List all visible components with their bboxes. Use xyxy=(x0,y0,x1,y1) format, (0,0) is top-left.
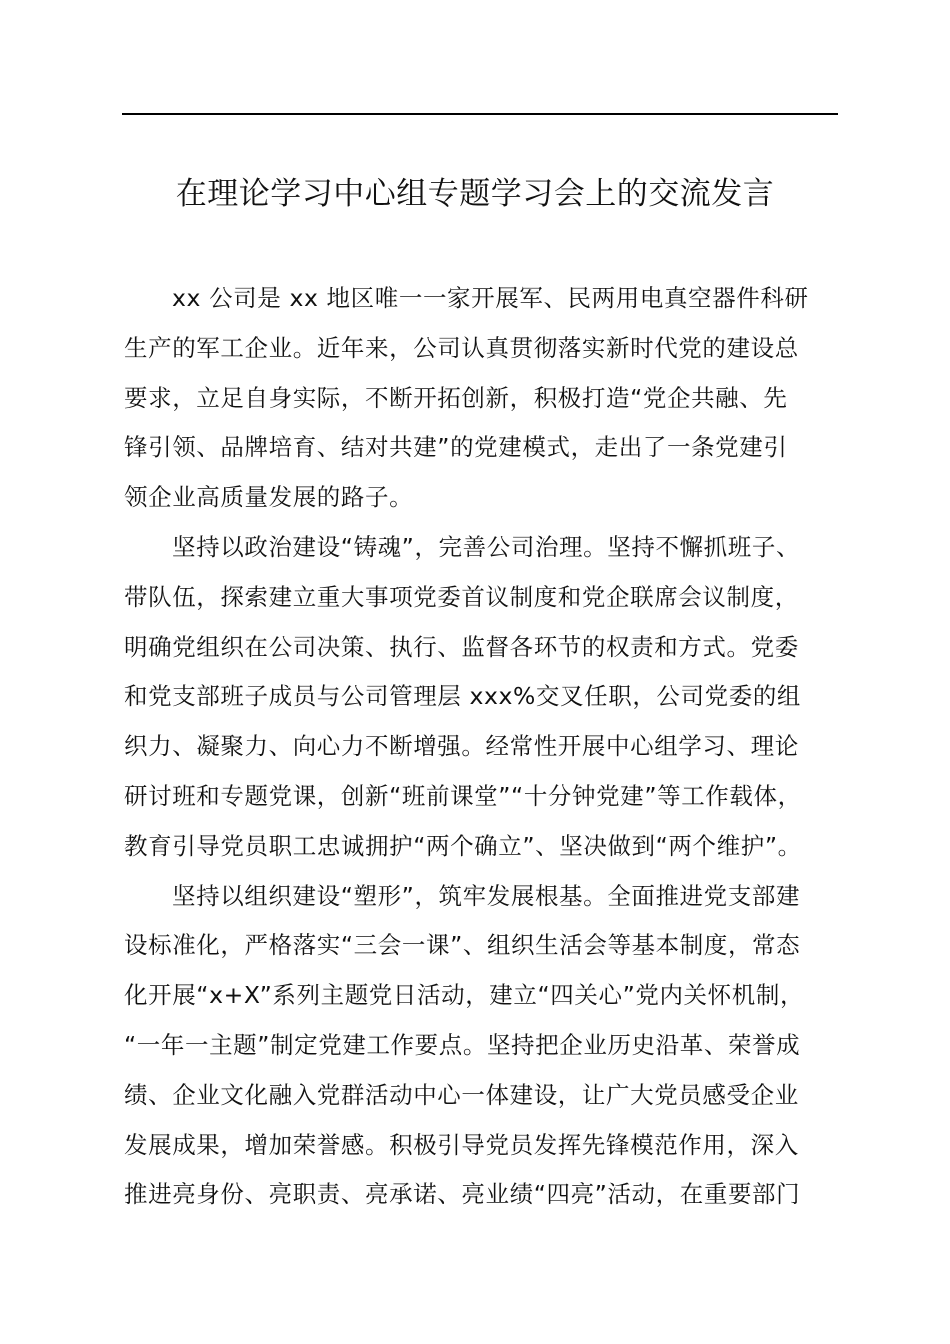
text-line: 推进亮身份、亮职责、亮承诺、亮业绩“四亮”活动，在重要部门 xyxy=(124,1180,801,1209)
text-line: 生产的军工企业。近年来，公司认真贯彻落实新时代党的建设总 xyxy=(124,333,799,362)
text-line: 绩、企业文化融入党群活动中心一体建设，让广大党员感受企业 xyxy=(124,1080,799,1109)
text-line: 带队伍，探索建立重大事项党委首议制度和党企联席会议制度， xyxy=(124,582,799,611)
text-line: xx 公司是 xx 地区唯一一家开展军、民两用电真空器件科研 xyxy=(172,284,809,312)
text-line: 明确党组织在公司决策、执行、监督各环节的权责和方式。党委 xyxy=(124,632,799,661)
text-line: 教育引导党员职工忠诚拥护“两个确立”、坚决做到“两个维护”。 xyxy=(124,831,802,860)
paragraph xyxy=(124,872,864,1221)
header-rule xyxy=(122,113,838,115)
text-line: 要求，立足自身实际，不断开拓创新，积极打造“党企共融、先 xyxy=(124,383,788,412)
text-line: 化开展“x+X”系列主题党日活动，建立“四关心”党内关怀机制， xyxy=(124,981,805,1010)
text-line: 领企业高质量发展的路子。 xyxy=(124,483,414,512)
text-line: 织力、凝聚力、向心力不断增强。经常性开展中心组学习、理论 xyxy=(124,732,799,761)
paragraph xyxy=(124,274,864,523)
text-line: 坚持以政治建设“铸魂”，完善公司治理。坚持不懈抓班子、 xyxy=(172,532,801,561)
text-line: 设标准化，严格落实“三会一课”、组织生活会等基本制度，常态 xyxy=(124,931,801,960)
text-line: 研讨班和专题党课，创新“班前课堂”“十分钟党建”等工作载体， xyxy=(124,781,802,810)
document-title: 在理论学习中心组专题学习会上的交流发言 xyxy=(175,176,775,212)
text-line: 坚持以组织建设“塑形”，筑牢发展根基。全面推进党支部建 xyxy=(172,881,801,910)
text-line: “一年一主题”制定党建工作要点。坚持把企业历史沿革、荣誉成 xyxy=(124,1030,801,1059)
text-line: 发展成果，增加荣誉感。积极引导党员发挥先锋模范作用，深入 xyxy=(124,1130,799,1159)
text-line: 和党支部班子成员与公司管理层 xxx%交叉任职，公司党委的组 xyxy=(124,682,802,711)
paragraph xyxy=(124,523,864,872)
text-line: 锋引领、品牌培育、结对共建”的党建模式，走出了一条党建引 xyxy=(124,433,788,462)
document-body xyxy=(124,274,864,1220)
